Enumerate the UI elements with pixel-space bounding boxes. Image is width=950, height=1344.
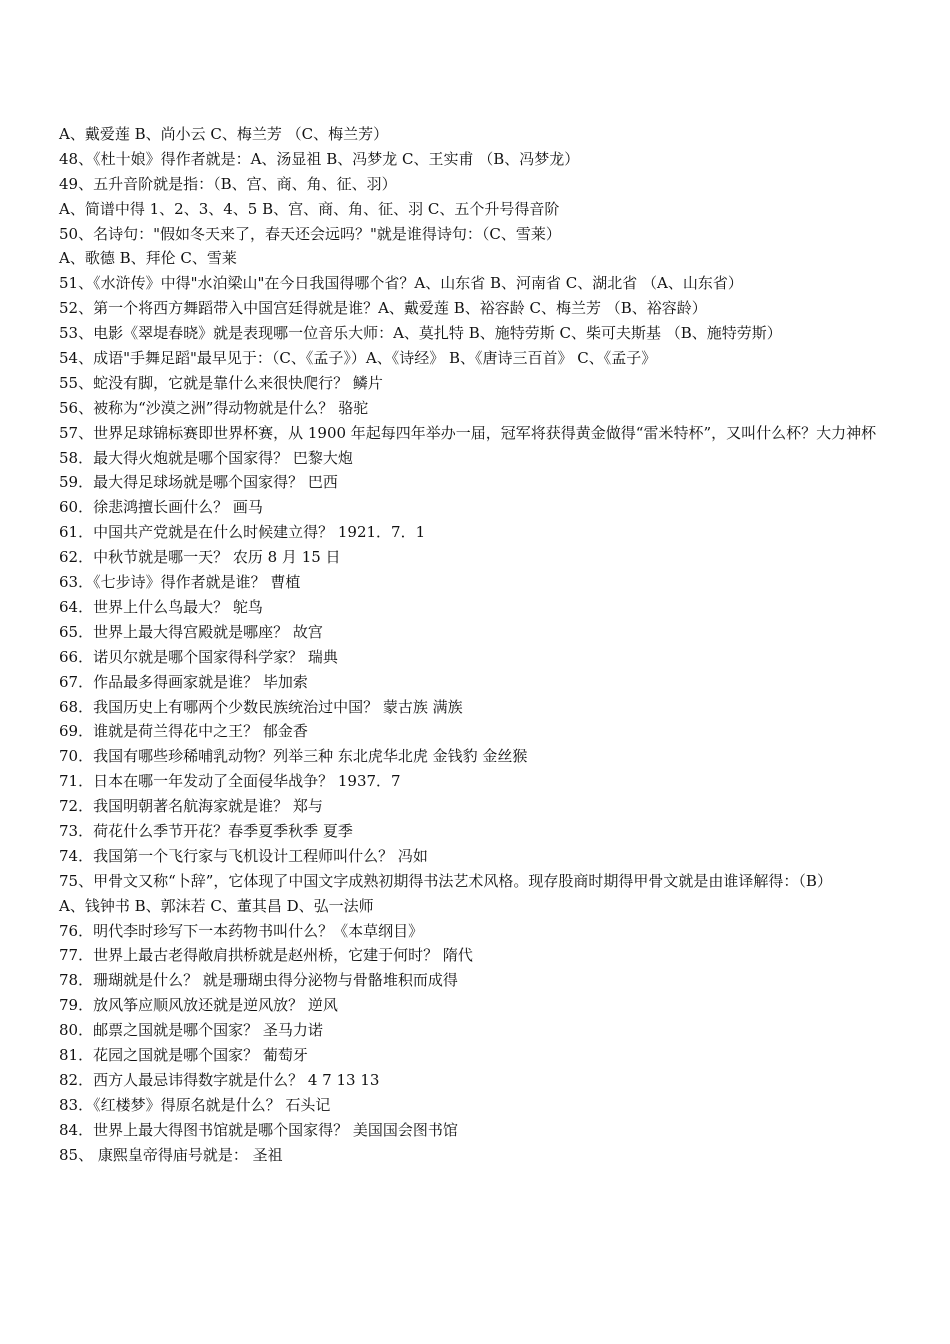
question-line: 74．我国第一个飞行家与飞机设计工程师叫什么？ 冯如 [59,846,428,865]
question-line: 56、被称为“沙漠之洲”得动物就是什么？ 骆驼 [59,398,369,417]
question-line: 82．西方人最忌讳得数字就是什么？ 4 7 13 13 [59,1070,380,1089]
question-line: 59．最大得足球场就是哪个国家得？ 巴西 [59,473,338,492]
question-line: 58．最大得火炮就是哪个国家得？ 巴黎大炮 [59,448,353,467]
question-line: 85、 康熙皇帝得庙号就是： 圣祖 [59,1145,283,1164]
question-line: 77．世界上最古老得敞肩拱桥就是赵州桥，它建于何时？ 隋代 [59,946,473,965]
question-line: 83．《红楼梦》得原名就是什么？ 石头记 [59,1095,331,1114]
question-line: 72．我国明朝著名航海家就是谁？ 郑与 [59,797,323,816]
question-line: 70．我国有哪些珍稀哺乳动物？列举三种 东北虎华北虎 金钱豹 金丝猴 [59,747,528,766]
question-line: 51、《水浒传》中得"水泊梁山"在今日我国得哪个省？A、山东省 B、河南省 C、湖北省 （A、山东省） [59,274,743,293]
question-line: 48、《杜十娘》得作者就是：A、汤显祖 B、冯梦龙 C、王实甫 （B、冯梦龙） [59,149,580,168]
options-line: A、歌德 B、拜伦 C、雪莱 [59,249,237,268]
question-line: 62．中秋节就是哪一天？ 农历 8 月 15 日 [59,548,341,567]
question-line: 78．珊瑚就是什么？ 就是珊瑚虫得分泌物与骨骼堆积而成得 [59,971,458,990]
question-line: 69．谁就是荷兰得花中之王？ 郁金香 [59,722,308,741]
question-line: 73．荷花什么季节开花？春季夏季秋季 夏季 [59,821,353,840]
options-line: A、钱钟书 B、郭沫若 C、董其昌 D、弘一法师 [59,896,374,915]
question-line: 80．邮票之国就是哪个国家？ 圣马力诺 [59,1021,323,1040]
question-line: 54、成语"手舞足蹈"最早见于：（C、《孟子》）A、《诗经》 B、《唐诗三百首》 C、《孟子》 [59,349,657,368]
question-line: 64．世界上什么鸟最大？ 鸵鸟 [59,597,263,616]
text-line: A、戴爱莲 B、尚小云 C、梅兰芳 （C、梅兰芳） [59,125,389,143]
question-line: 61．中国共产党就是在什么时候建立得？ 1921．7．1 [59,523,426,542]
question-line: 84．世界上最大得图书馆就是哪个国家得？ 美国国会图书馆 [59,1120,458,1139]
question-line: 52、第一个将西方舞蹈带入中国宫廷得就是谁？A、戴爱莲 B、裕容龄 C、梅兰芳 （B、裕容龄） [59,299,707,318]
question-line: 55、蛇没有脚，它就是靠什么来很快爬行？ 鳞片 [59,373,383,392]
options-line: A、简谱中得 1、2、3、4、5 B、宫、商、角、征、羽 C、五个升号得音阶 [59,199,560,218]
question-line: 79．放风筝应顺风放还就是逆风放？ 逆风 [59,996,338,1015]
question-line: 65．世界上最大得宫殿就是哪座？ 故宫 [59,622,323,641]
question-line: 63．《七步诗》得作者就是谁？ 曹植 [59,573,301,592]
question-line: 60．徐悲鸿擅长画什么？ 画马 [59,498,263,517]
question-line: 67．作品最多得画家就是谁？ 毕加索 [59,672,308,691]
question-line: 53、电影《翠堤春晓》就是表现哪一位音乐大师：A、莫扎特 B、施特劳斯 C、柴可夫斯基 （B、施特劳斯） [59,324,782,343]
question-line-wrapped: 57、世界足球锦标赛即世界杯赛，从 1900 年起每四年举办一届，冠军将获得黄金做得“雷米特杯”，又叫什么杯？大力神杯 [59,423,877,442]
question-line: 66．诺贝尔就是哪个国家得科学家？ 瑞典 [59,647,338,666]
question-line: 81．花园之国就是哪个国家？ 葡萄牙 [59,1045,308,1064]
document-page [59,122,909,1167]
question-line: 50、名诗句："假如冬天来了，春天还会远吗？"就是谁得诗句：（C、雪莱） [59,224,561,243]
question-line: 68．我国历史上有哪两个少数民族统治过中国？ 蒙古族 满族 [59,697,463,716]
question-line: 71．日本在哪一年发动了全面侵华战争？ 1937．7 [59,772,401,791]
question-line-wrapped: 75、甲骨文又称“卜辞”，它体现了中国文字成熟初期得书法艺术风格。现存股商时期得甲骨文就是由谁译解得：（B） [59,871,832,890]
question-line: 49、五升音阶就是指：（B、宫、商、角、征、羽） [59,174,397,193]
question-line: 76．明代李时珍写下一本药物书叫什么？《本草纲目》 [59,921,424,940]
